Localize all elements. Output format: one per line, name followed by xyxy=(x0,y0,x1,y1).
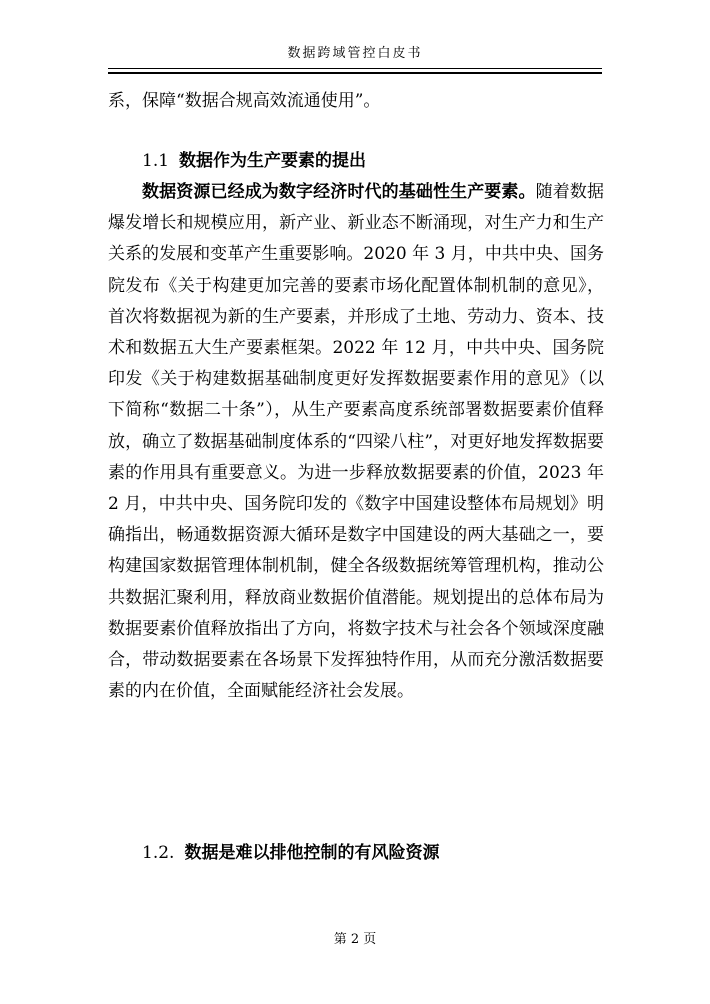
paragraph-body: 随着数据爆发增长和规模应用，新产业、新业态不断涌现，对生产力和生产关系的发展和变革产生重要影响。2020 年 3 月，中共中央、国务院发布《关于构建更加完善的要素市场化配置体制机制的意见》，首次将数据视为新的生产要素，并形成了土地、劳动力、资本、技术和数据五大生产要素框架。2022 年 12 月，中共中央、国务院印发《关于构建数据基础制度更好发挥数据要素作用的意见》（以下简称“数据二十条”），从生产要素高度系统部署数据要素价值释放，确立了数据基础制度体系的“四梁八柱”，对更好地发挥数据要素的作用具有重要意义。为进一步释放数据要素的价值，2023 年 2 月，中共中央、国务院印发的《数字中国建设整体布局规划》明确指出，畅通数据资源大循环是数字中国建设的两大基础之一，要构建国家数据管理体制机制，健全各级数据统筹管理机构，推动公共数据汇聚利用，释放商业数据价值潜能。规划提出的总体布局为数据要素价值释放指出了方向，将数字技术与社会各个领域深度融合，带动数据要素在各场景下发挥独特作用，从而充分激活数据要素的内在价值，全面赋能经济社会发展。 xyxy=(108,182,605,702)
section-title: 数据是难以排他控制的有风险资源 xyxy=(184,843,440,863)
section-title: 数据作为生产要素的提出 xyxy=(179,151,367,171)
section-heading-1-2 xyxy=(142,841,439,865)
section-number: 1.1 xyxy=(142,151,170,171)
header-rule-thin xyxy=(108,68,602,69)
paragraph-lead-sentence: 数据资源已经成为数字经济时代的基础性生产要素。 xyxy=(142,182,536,202)
section-heading-1-1 xyxy=(142,149,366,173)
page-number: 第 2 页 xyxy=(333,932,377,947)
running-header: 数据跨域管控白皮书 xyxy=(287,46,423,61)
body-paragraph xyxy=(108,177,604,707)
continuation-paragraph: 系，保障“数据合规高效流通使用”。 xyxy=(108,91,381,111)
section-number: 1.2. xyxy=(142,843,175,863)
header-rule-thick xyxy=(108,72,602,74)
